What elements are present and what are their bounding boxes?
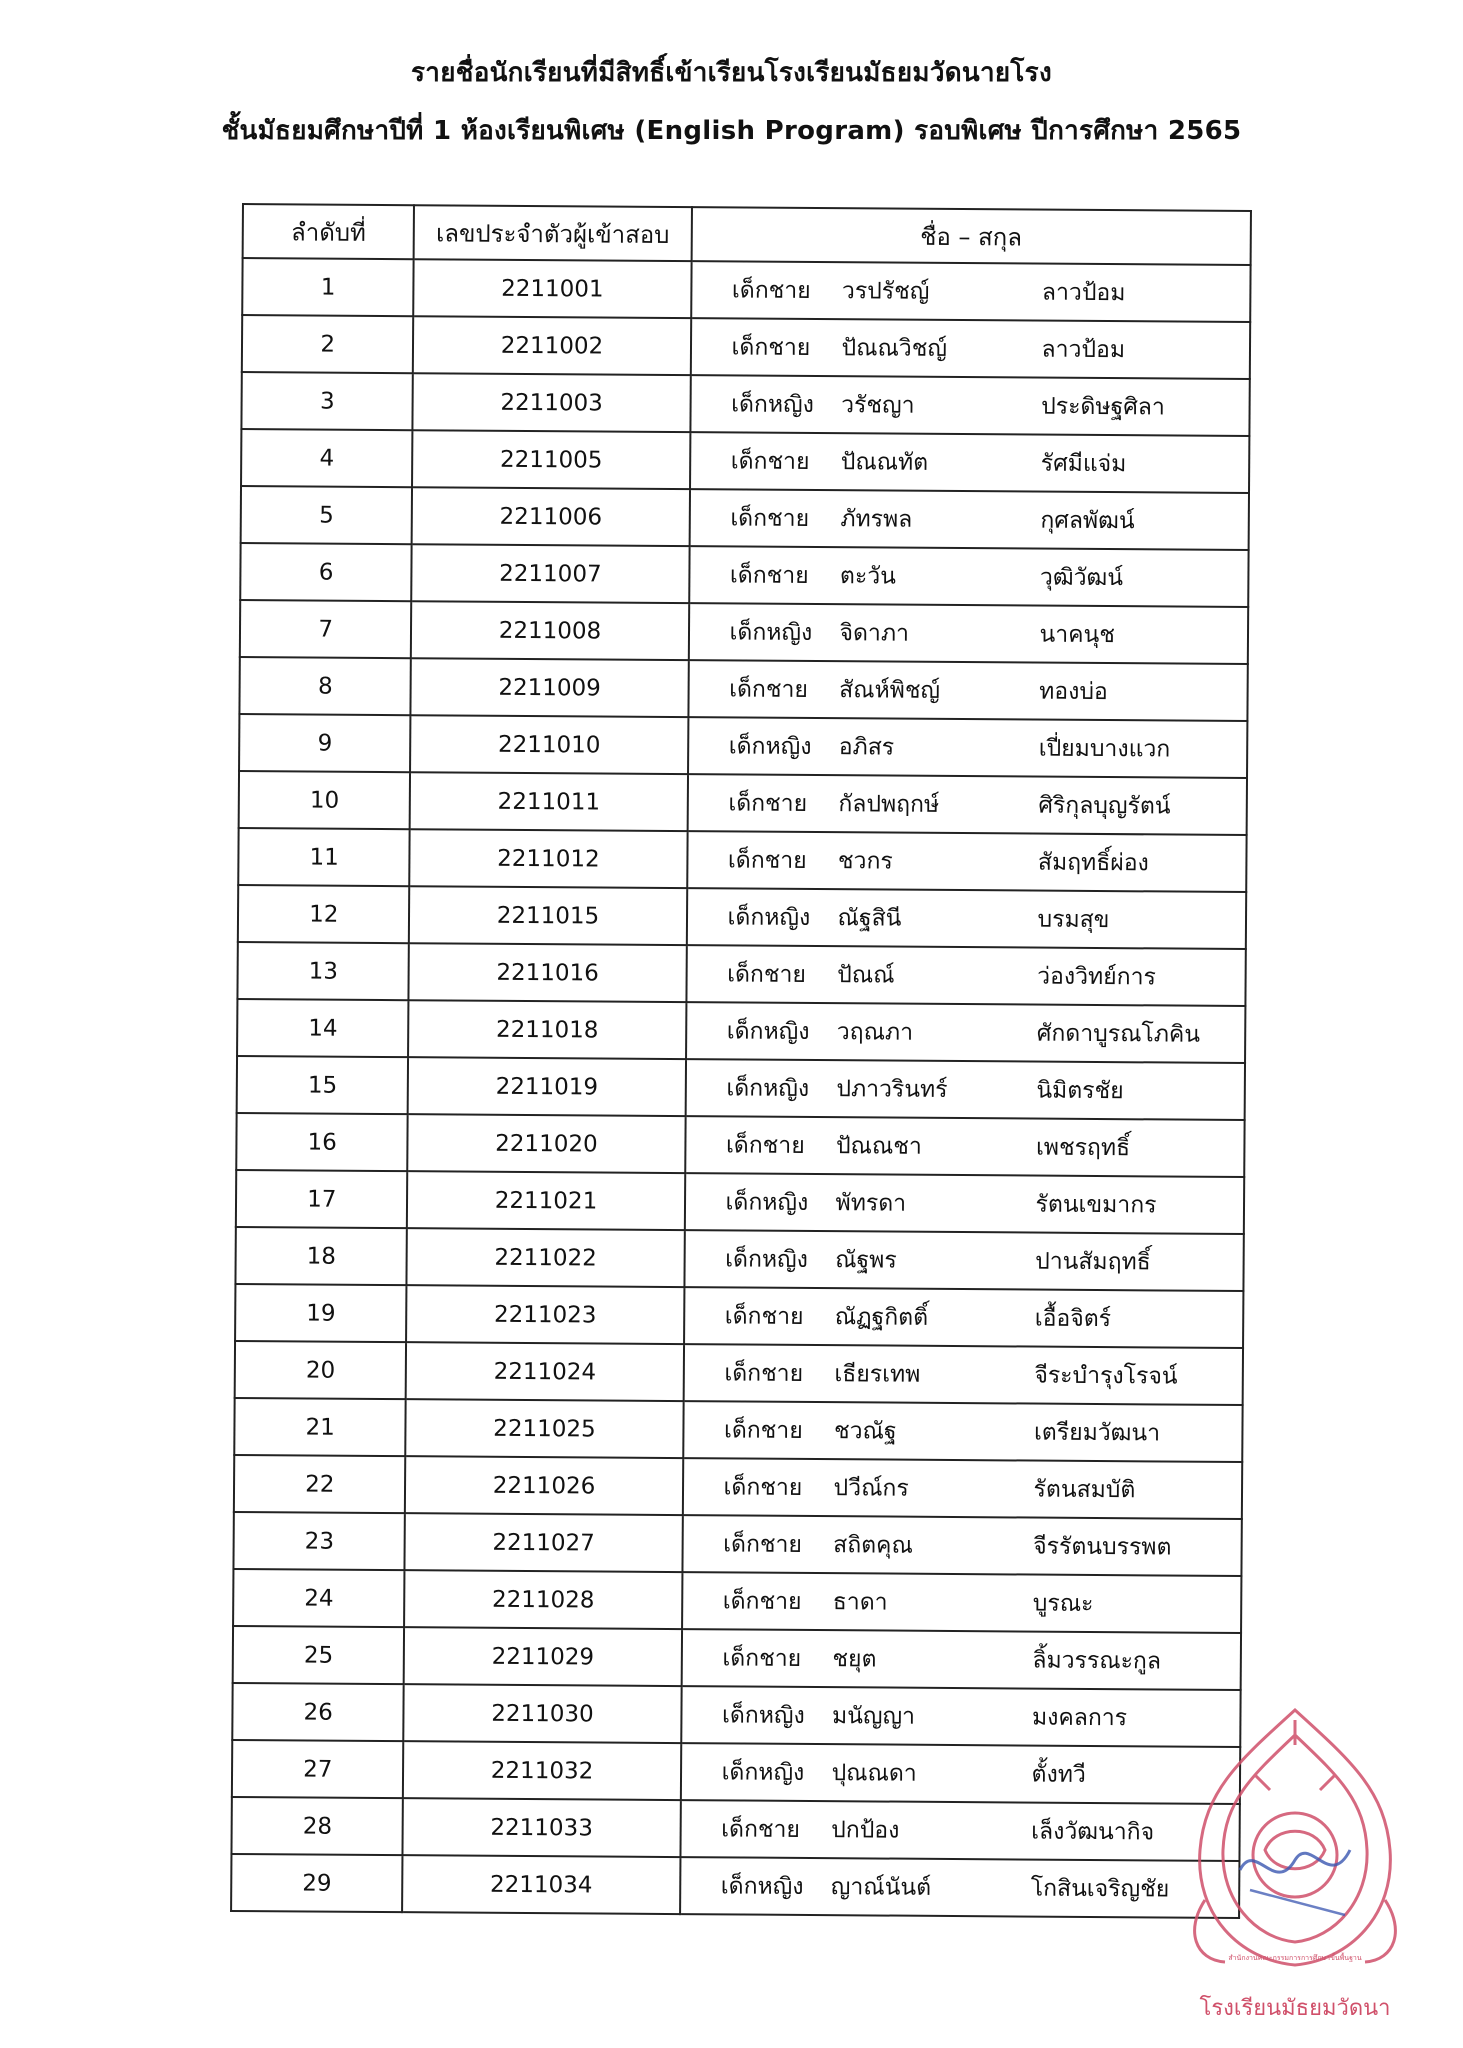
row-exam-id: 2211034 (403, 1855, 681, 1914)
name-prefix: เด็กชาย (729, 561, 809, 589)
table-row (233, 1512, 1241, 1576)
last-name: จีระบำรุงโรจน์ (1034, 1362, 1178, 1390)
last-name: วุฒิวัฒน์ (1039, 564, 1124, 591)
row-exam-id: 2211033 (403, 1798, 681, 1857)
row-full-name (690, 375, 1250, 436)
row-exam-id: 2211027 (405, 1513, 683, 1572)
table-row (242, 315, 1250, 379)
row-order-number: 9 (239, 714, 411, 772)
row-order-number: 25 (233, 1626, 405, 1684)
name-prefix: เด็กหญิง (720, 1872, 804, 1900)
first-name: ปวีณ์กร (833, 1474, 909, 1502)
document-title: รายชื่อนักเรียนที่มีสิทธิ์เข้าเรียนโรงเรียนมัธยมวัดนายโรง (411, 58, 1052, 88)
first-name: กัลปพฤกษ์ (838, 790, 940, 818)
table-row (232, 1683, 1240, 1747)
row-order-number: 21 (234, 1398, 406, 1456)
row-exam-id: 2211008 (411, 601, 689, 660)
table-row (238, 828, 1246, 892)
table-row (238, 885, 1246, 949)
seal-label: โรงเรียนมัธยมวัดนา (1199, 1996, 1391, 2021)
seal-inner-text: สำนักงานคณะกรรมการการศึกษาขั้นพื้นฐาน (1228, 1954, 1362, 1962)
row-order-number: 10 (239, 771, 411, 829)
name-prefix: เด็กชาย (722, 1587, 802, 1615)
row-exam-id: 2211022 (407, 1228, 685, 1287)
last-name: ทองบ่อ (1039, 678, 1108, 705)
row-order-number: 26 (232, 1683, 404, 1741)
table-row (240, 600, 1248, 664)
row-order-number: 14 (237, 999, 409, 1057)
name-prefix: เด็กหญิง (729, 618, 813, 646)
row-exam-id: 2211021 (407, 1171, 685, 1230)
row-full-name (690, 432, 1250, 493)
row-order-number: 7 (240, 600, 412, 658)
first-name: ชวกร (837, 847, 893, 875)
row-order-number: 12 (238, 885, 410, 943)
table-body (231, 258, 1251, 1918)
name-prefix: เด็กชาย (728, 789, 808, 817)
row-order-number: 28 (231, 1797, 403, 1855)
first-name: ปกป้อง (831, 1816, 900, 1844)
first-name: สถิตคุณ (833, 1531, 913, 1559)
row-exam-id: 2211015 (409, 886, 687, 945)
table-row (233, 1569, 1241, 1633)
name-prefix: เด็กหญิง (727, 903, 811, 931)
name-prefix: เด็กชาย (731, 276, 811, 304)
row-exam-id: 2211029 (404, 1627, 682, 1686)
table-row (239, 714, 1247, 778)
table-row (237, 942, 1245, 1006)
last-name: ว่องวิทย์การ (1037, 963, 1156, 990)
last-name: กุศลพัฒน์ (1040, 507, 1135, 534)
last-name: เปี่ยมบางแวก (1038, 735, 1171, 762)
last-name: ลาวป้อม (1041, 336, 1126, 363)
table-row (235, 1341, 1243, 1405)
first-name: วรปรัชญ์ (841, 277, 930, 305)
table-header-row (243, 204, 1251, 265)
table-row (235, 1227, 1243, 1291)
last-name: บรมสุข (1037, 906, 1110, 933)
row-exam-id: 2211026 (405, 1456, 683, 1515)
first-name: ปัณณชา (835, 1132, 922, 1160)
row-exam-id: 2211019 (408, 1057, 686, 1116)
last-name: เตรียมวัฒนา (1033, 1419, 1161, 1446)
first-name: ณัฏฐกิตติ์ (834, 1303, 929, 1331)
row-full-name (691, 261, 1251, 322)
last-name: ศักดาบูรณโภคิน (1036, 1020, 1201, 1048)
student-roster-table (230, 203, 1252, 1919)
first-name: วรัชญา (841, 391, 915, 419)
row-full-name (684, 1287, 1244, 1348)
row-order-number: 2 (242, 315, 414, 373)
row-full-name (685, 1116, 1245, 1177)
row-order-number: 11 (238, 828, 410, 886)
table-row (234, 1455, 1242, 1519)
name-prefix: เด็กชาย (725, 1131, 805, 1159)
row-order-number: 8 (239, 657, 411, 715)
table-row (241, 486, 1249, 550)
first-name: ธาดา (832, 1588, 888, 1616)
last-name: ศิริกุลบุญรัตน์ (1038, 792, 1171, 819)
column-header-exam-id: เลขประจำตัวผู้เข้าสอบ (414, 205, 691, 261)
table-row (231, 1797, 1239, 1861)
row-exam-id: 2211007 (412, 544, 690, 603)
last-name: ลิ้มวรรณะกูล (1032, 1647, 1162, 1674)
row-exam-id: 2211016 (409, 943, 687, 1002)
table-row (237, 999, 1245, 1063)
name-prefix: เด็กชาย (729, 675, 809, 703)
first-name: มนัญญา (831, 1702, 916, 1730)
row-full-name (686, 945, 1246, 1006)
name-prefix: เด็กหญิง (725, 1188, 809, 1216)
row-full-name (682, 1572, 1242, 1633)
row-exam-id: 2211002 (413, 316, 691, 375)
row-full-name (684, 1230, 1244, 1291)
first-name: พัทรดา (835, 1189, 907, 1217)
name-prefix: เด็กชาย (721, 1815, 801, 1843)
first-name: ณัฐสินี (837, 904, 902, 932)
table-row (242, 258, 1250, 322)
row-exam-id: 2211006 (412, 487, 690, 546)
document-subtitle: ชั้นมัธยมศึกษาปีที่ 1 ห้องเรียนพิเศษ (English Program) รอบพิเศษ ปีการศึกษา 2565 (221, 116, 1242, 146)
row-exam-id: 2211018 (408, 1000, 686, 1059)
first-name: จิดาภา (839, 619, 910, 647)
first-name: ญาณ์นันต์ (830, 1873, 932, 1901)
table-row (237, 1056, 1245, 1120)
row-full-name (684, 1173, 1244, 1234)
row-exam-id: 2211011 (410, 772, 688, 831)
row-order-number: 15 (237, 1056, 409, 1114)
row-order-number: 27 (232, 1740, 404, 1798)
row-full-name (688, 603, 1248, 664)
table-row (240, 543, 1248, 607)
row-exam-id: 2211005 (412, 430, 690, 489)
row-full-name (686, 1002, 1246, 1063)
last-name: จีรรัตนบรรพต (1033, 1533, 1172, 1561)
row-full-name (686, 888, 1246, 949)
last-name: ลาวป้อม (1041, 279, 1126, 306)
first-name: ปัณณวิชญ์ (841, 334, 948, 362)
name-prefix: เด็กชาย (723, 1530, 803, 1558)
first-name: สัณห์พิชญ์ (839, 676, 941, 704)
row-order-number: 18 (235, 1227, 407, 1285)
name-prefix: เด็กหญิง (726, 1074, 810, 1102)
table-row (236, 1113, 1244, 1177)
row-full-name (682, 1515, 1242, 1576)
first-name: เธียรเทพ (834, 1360, 921, 1388)
name-prefix: เด็กชาย (724, 1359, 804, 1387)
last-name: ปานสัมฤทธิ์ (1035, 1248, 1151, 1275)
table-row (232, 1740, 1240, 1804)
first-name: ณัฐพร (835, 1246, 897, 1274)
row-exam-id: 2211020 (408, 1114, 686, 1173)
last-name: เล็งวัฒนากิจ (1031, 1818, 1155, 1845)
last-name: โกสินเจริญชัย (1030, 1875, 1170, 1903)
last-name: รัตนสมบัติ (1033, 1476, 1136, 1503)
row-order-number: 4 (241, 429, 413, 487)
row-exam-id: 2211010 (410, 715, 688, 774)
row-order-number: 19 (235, 1284, 407, 1342)
row-exam-id: 2211028 (404, 1570, 682, 1629)
table-row (231, 1854, 1239, 1918)
row-exam-id: 2211001 (414, 259, 692, 318)
name-prefix: เด็กหญิง (721, 1701, 805, 1729)
row-order-number: 6 (240, 543, 412, 601)
last-name: นิมิตรชัย (1036, 1077, 1124, 1104)
table-row (235, 1284, 1243, 1348)
first-name: ปัณณ์ (837, 961, 895, 989)
row-order-number: 29 (231, 1854, 403, 1912)
row-exam-id: 2211012 (410, 829, 688, 888)
last-name: รัศมีแจ่ม (1040, 450, 1127, 477)
last-name: มงคลการ (1031, 1704, 1128, 1731)
school-seal-stamp (1145, 1700, 1445, 2030)
name-prefix: เด็กชาย (727, 846, 807, 874)
name-prefix: เด็กชาย (731, 333, 811, 361)
table-row (241, 372, 1249, 436)
row-exam-id: 2211030 (404, 1684, 682, 1743)
name-prefix: เด็กชาย (724, 1302, 804, 1330)
row-full-name (687, 774, 1247, 835)
row-order-number: 24 (233, 1569, 405, 1627)
table-row (236, 1170, 1244, 1234)
row-order-number: 22 (234, 1455, 406, 1513)
column-header-order: ลำดับที่ (243, 204, 415, 259)
last-name: ตั้งทวี (1031, 1761, 1086, 1788)
row-full-name (689, 546, 1249, 607)
last-name: นาคนุช (1039, 621, 1116, 648)
row-exam-id: 2211024 (406, 1342, 684, 1401)
row-order-number: 23 (233, 1512, 405, 1570)
column-header-full-name: ชื่อ – สกุล (691, 207, 1251, 265)
name-prefix: เด็กชาย (730, 447, 810, 475)
table-row (233, 1626, 1241, 1690)
table-row (241, 429, 1249, 493)
name-prefix: เด็กชาย (730, 504, 810, 532)
row-exam-id: 2211023 (406, 1285, 684, 1344)
last-name: เพชรฤทธิ์ (1035, 1134, 1131, 1161)
name-prefix: เด็กชาย (723, 1473, 803, 1501)
last-name: บูรณะ (1032, 1590, 1094, 1617)
first-name: ชยุต (832, 1645, 877, 1672)
row-full-name (681, 1629, 1241, 1690)
row-order-number: 5 (241, 486, 413, 544)
row-exam-id: 2211009 (411, 658, 689, 717)
row-exam-id: 2211025 (406, 1399, 684, 1458)
row-order-number: 1 (242, 258, 414, 316)
table-row (239, 657, 1247, 721)
first-name: ภัทรพล (840, 505, 913, 533)
table-row (239, 771, 1247, 835)
table-row (234, 1398, 1242, 1462)
row-exam-id: 2211032 (403, 1741, 681, 1800)
row-full-name (688, 717, 1248, 778)
name-prefix: เด็กชาย (723, 1416, 803, 1444)
row-full-name (682, 1458, 1242, 1519)
row-full-name (683, 1401, 1243, 1462)
name-prefix: เด็กหญิง (728, 732, 812, 760)
first-name: ปัณณทัต (840, 448, 929, 476)
row-order-number: 13 (237, 942, 409, 1000)
name-prefix: เด็กชาย (722, 1644, 802, 1672)
name-prefix: เด็กหญิง (721, 1758, 805, 1786)
last-name: ประดิษฐศิลา (1041, 393, 1165, 420)
row-order-number: 20 (235, 1341, 407, 1399)
row-order-number: 17 (236, 1170, 408, 1228)
first-name: ปุณณดา (831, 1759, 917, 1787)
row-full-name (685, 1059, 1245, 1120)
last-name: เอื้อจิตร์ (1034, 1305, 1112, 1332)
last-name: รัตนเขมากร (1035, 1191, 1157, 1218)
row-order-number: 16 (236, 1113, 408, 1171)
row-full-name (690, 318, 1250, 379)
row-order-number: 3 (241, 372, 413, 430)
first-name: ชวณัฐ (833, 1417, 897, 1445)
name-prefix: เด็กหญิง (725, 1245, 809, 1273)
first-name: ตะวัน (839, 562, 897, 590)
first-name: อภิสร (838, 733, 895, 761)
first-name: วฤณภา (836, 1018, 914, 1046)
row-full-name (687, 831, 1247, 892)
name-prefix: เด็กหญิง (731, 390, 814, 418)
row-full-name (689, 489, 1249, 550)
row-full-name (688, 660, 1248, 721)
first-name: ปภาวรินทร์ (836, 1075, 948, 1103)
name-prefix: เด็กหญิง (726, 1017, 810, 1045)
row-exam-id: 2211003 (413, 373, 691, 432)
name-prefix: เด็กชาย (727, 960, 807, 988)
row-full-name (683, 1344, 1243, 1405)
last-name: สัมฤทธิ์ผ่อง (1037, 849, 1149, 876)
